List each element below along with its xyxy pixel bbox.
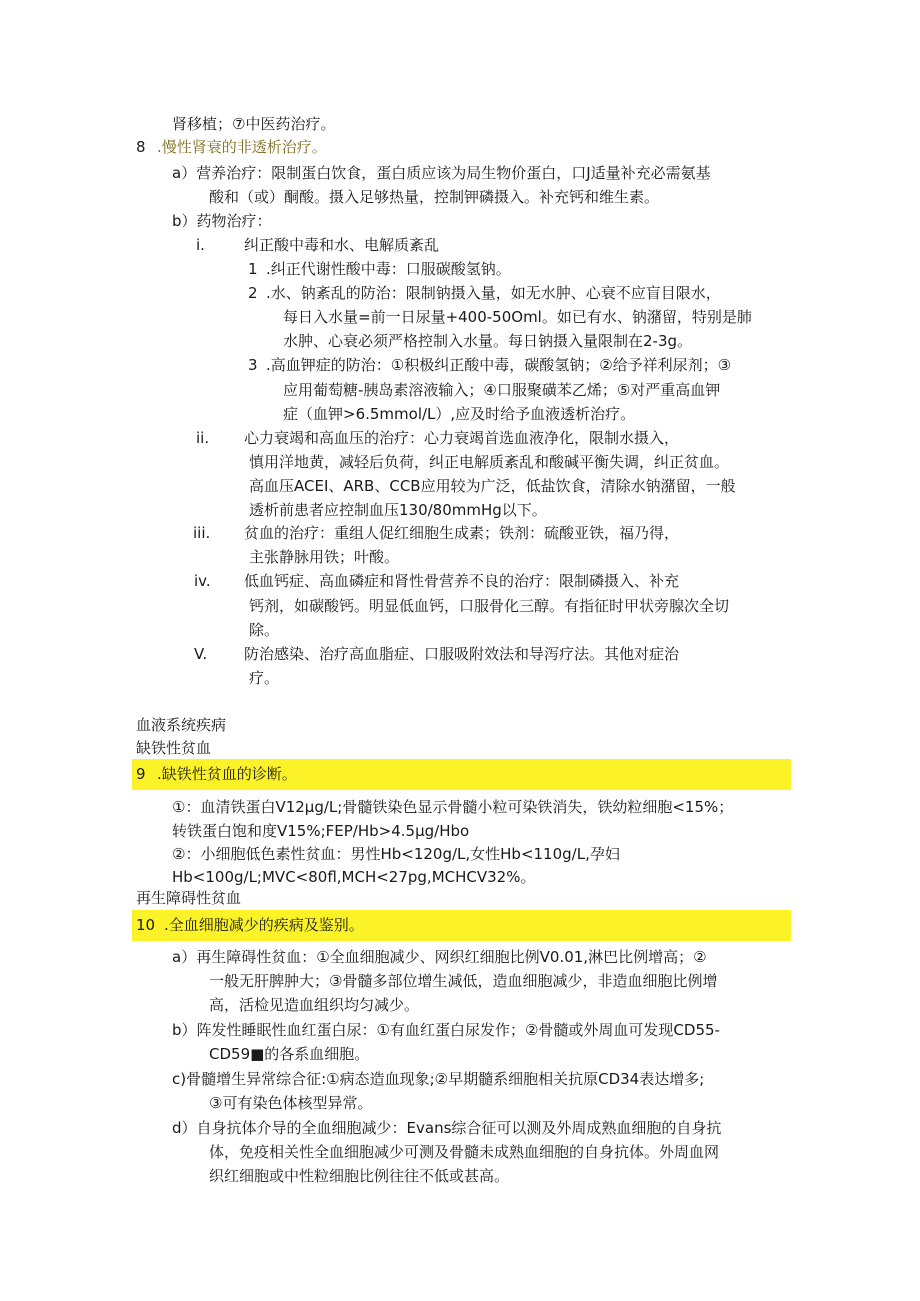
text-line: 织红细胞或中性粒细胞比例往往不低或甚高。	[209, 1167, 510, 1185]
item-number-1: 1	[248, 260, 258, 278]
text-line: 慎用洋地黄，减轻后负荷，纠正电解质紊乱和酸碱平衡失调，纠正贫血。	[249, 453, 730, 471]
section-number-10: 10	[136, 916, 156, 934]
chapter-heading: 血液系统疾病	[136, 716, 227, 734]
section-number-8: 8	[136, 138, 146, 156]
item-number-2: 2	[248, 284, 258, 302]
text-line: Hb<100g∕L;MVC<80fl,MCH<27pg,MCHCV32%。	[172, 868, 536, 886]
text-line: a）营养治疗：限制蛋白饮食，蛋白质应该为局生物价蛋白，口J适量补充必需氨基	[172, 164, 711, 182]
text-line: 除。	[249, 621, 280, 639]
text-line: 体，免疫相关性全血细胞减少可测及骨髓未成熟血细胞的自身抗体。外周血网	[209, 1143, 720, 1161]
text-line: 主张静脉用铁；叶酸。	[249, 548, 400, 566]
text-line: d）自身抗体介导的全血细胞减少：Evans综合征可以测及外周成熟血细胞的自身抗	[172, 1119, 722, 1137]
text-line: .水、钠紊乱的防治：限制钠摄入量，如无水肿、心衰不应盲目限水，	[266, 284, 721, 302]
text-line: 透析前患者应控制血压130∕80mmHg以下。	[249, 501, 547, 519]
section-title-9: .缺铁性贫血的诊断。	[157, 765, 297, 783]
text-line: 水肿、心衰必须严格控制入水量。每日钠摄入量限制在2-3g。	[283, 332, 693, 350]
text-line: 应用葡萄糖-胰岛素溶液输入；④口服聚磺苯乙烯；⑤对严重高血钾	[283, 381, 721, 399]
text-line: .高血钾症的防治：①积极纠正酸中毒，碳酸氢钠；②给予祥利尿剂；③	[266, 356, 732, 374]
text-line: 钙剂，如碳酸钙。明显低血钙，口服骨化三醇。有指征时甲状旁腺次全切	[249, 597, 730, 615]
roman-numeral-v: V.	[194, 645, 208, 663]
item-number-3: 3	[248, 356, 258, 374]
text-line: ②：小细胞低色素性贫血：男性Hb<120g∕L,女性Hb<110g∕L,孕妇	[172, 845, 620, 863]
text-line: 低血钙症、高血磷症和肾性骨营养不良的治疗：限制磷摄入、补充	[244, 572, 680, 590]
text-line: 高血压ACEI、ARB、CCB应用较为广泛，低盐饮食，清除水钠潴留，一般	[249, 477, 736, 495]
roman-numeral-ii: ii.	[196, 429, 210, 447]
section-title-10: .全血细胞减少的疾病及鉴别。	[164, 916, 364, 934]
roman-numeral-iii: iii.	[193, 524, 211, 542]
text-line: c)骨髓增生异常综合征:①病态造血现象;②早期髓系细胞相关抗原CD34表达增多;	[172, 1070, 705, 1088]
roman-numeral-iv: iv.	[194, 572, 211, 590]
section-title-8: .慢性肾衰的非透析治疗。	[157, 138, 327, 156]
text-line: b）阵发性睡眠性血红蛋白尿：①有血红蛋白尿发作；②骨髓或外周血可发现CD55-	[172, 1021, 720, 1039]
text-line: ③可有染色体核型异常。	[209, 1094, 373, 1112]
text-line: 酸和（或）酮酸。摄入足够热量，控制钾磷摄入。补充钙和维生素。	[209, 188, 660, 206]
text-line: CD59■的各系血细胞。	[209, 1045, 370, 1063]
text-line: 心力衰竭和高血压的治疗：心力衰竭首选血液净化，限制水摄入，	[244, 429, 680, 447]
text-line: 纠正酸中毒和水、电解质紊乱	[244, 236, 440, 254]
subheading: 再生障碍性贫血	[136, 889, 242, 907]
text-line: 症（血钾>6.5mmol∕L）,应及时给予血液透析治疗。	[283, 405, 636, 423]
text-line: ①：血清铁蛋白V12μg∕L;骨髓铁染色显示骨髓小粒可染铁消失，铁幼粒细胞<15%；	[172, 798, 734, 816]
text-line: 转铁蛋白饱和度V15%;FEP∕Hb>4.5μg∕Hbo	[172, 822, 470, 840]
text-line: 疗。	[249, 669, 280, 687]
text-line: 每日入水量=前一日尿量+400-50Oml。如已有水、钠潴留，特别是肺	[283, 308, 752, 326]
text-line: .纠正代谢性酸中毒：口服碳酸氢钠。	[266, 260, 511, 278]
text-line: 一般无肝脾肿大；③骨髓多部位增生减低，造血细胞减少，非造血细胞比例增	[209, 972, 718, 990]
text-line: 贫血的治疗：重组人促红细胞生成素；铁剂：硫酸亚铁，福乃得，	[244, 524, 680, 542]
subheading: 缺铁性贫血	[136, 739, 212, 757]
text-line: a）再生障碍性贫血：①全血细胞减少、网织红细胞比例V0.01,淋巴比例增高；②	[172, 948, 707, 966]
text-line: 肾移植；⑦中医药治疗。	[172, 115, 336, 133]
text-line: 防治感染、治疗高血脂症、口服吸附效法和导泻疗法。其他对症治	[244, 645, 680, 663]
roman-numeral-i: i.	[196, 236, 205, 254]
text-line: b）药物治疗：	[172, 212, 272, 230]
section-number-9: 9	[136, 765, 146, 783]
text-line: 高，活检见造血组织均匀减少。	[209, 996, 420, 1014]
